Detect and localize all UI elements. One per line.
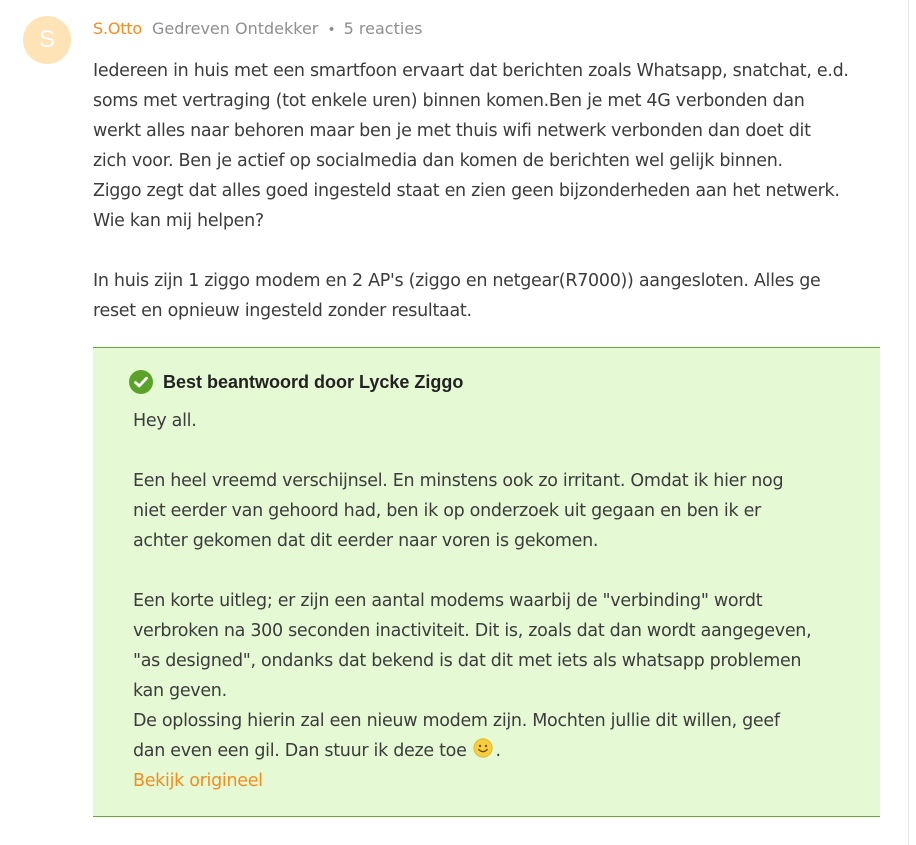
reply-count: 5 reacties <box>343 18 423 38</box>
best-answer-title: Best beantwoord door Lycke Ziggo <box>163 371 464 392</box>
post-paragraph: Iedereen in huis met een smartfoon ervaart dat berichten zoals Whatsapp, snatchat, e.d. soms met vertraging (tot enkele uren) binnen komen.Ben je met 4G verbonden dan werkt alles naar behoren maar ben je met thuis wifi netwerk verbonden dan doet dit zich voor. Ben je actief op socialmedia dan komen de berichten wel gelijk binnen. Ziggo zegt dat alles goed ingesteld staat en zien geen bijzonderheden aan het netwerk. Wie kan mij helpen? <box>93 61 849 231</box>
meta-separator: • <box>327 22 336 38</box>
answer-greeting: Hey all. <box>133 411 197 431</box>
view-original-link[interactable]: Bekijk origineel <box>133 771 263 791</box>
avatar[interactable]: S <box>23 16 71 64</box>
answer-paragraph: Een heel vreemd verschijnsel. En minstens ook zo irritant. Omdat ik hier nog niet eerder van gehoord had, ben ik op onderzoek uit gegaan en ben ik er achter gekomen dat dit eerder naar voren is gekomen. <box>133 471 784 551</box>
check-circle-icon <box>129 370 153 394</box>
author-rank: Gedreven Ontdekker <box>151 18 319 38</box>
answer-paragraph: Een korte uitleg; er zijn een aantal modems waarbij de "verbinding" wordt verbroken na 300 seconden inactiviteit. Dit is, zoals dat dan wordt aangegeven, "as designed", ondanks dat bekend is dat dit met iets als whatsapp problemen kan geven. <box>133 591 812 701</box>
answer-paragraph-text: De oplossing hierin zal een nieuw modem zijn. Mochten jullie dit willen, geef dan even een gil. Dan stuur ik deze toe <box>133 711 780 761</box>
author-name-link[interactable]: S.Otto <box>93 18 142 38</box>
answer-paragraph-with-smiley <box>133 706 853 766</box>
smiley-icon <box>473 738 493 758</box>
post-body <box>93 56 893 326</box>
page-right-border <box>908 0 909 845</box>
best-answer-header <box>129 370 463 394</box>
best-answer-box <box>93 347 880 817</box>
answer-paragraph-end: . <box>495 741 501 761</box>
post-header <box>93 17 423 39</box>
best-answer-body <box>133 406 853 796</box>
post-paragraph: In huis zijn 1 ziggo modem en 2 AP's (ziggo en netgear(R7000)) aangesloten. Alles ge reset en opnieuw ingesteld zonder resultaat. <box>93 271 821 321</box>
